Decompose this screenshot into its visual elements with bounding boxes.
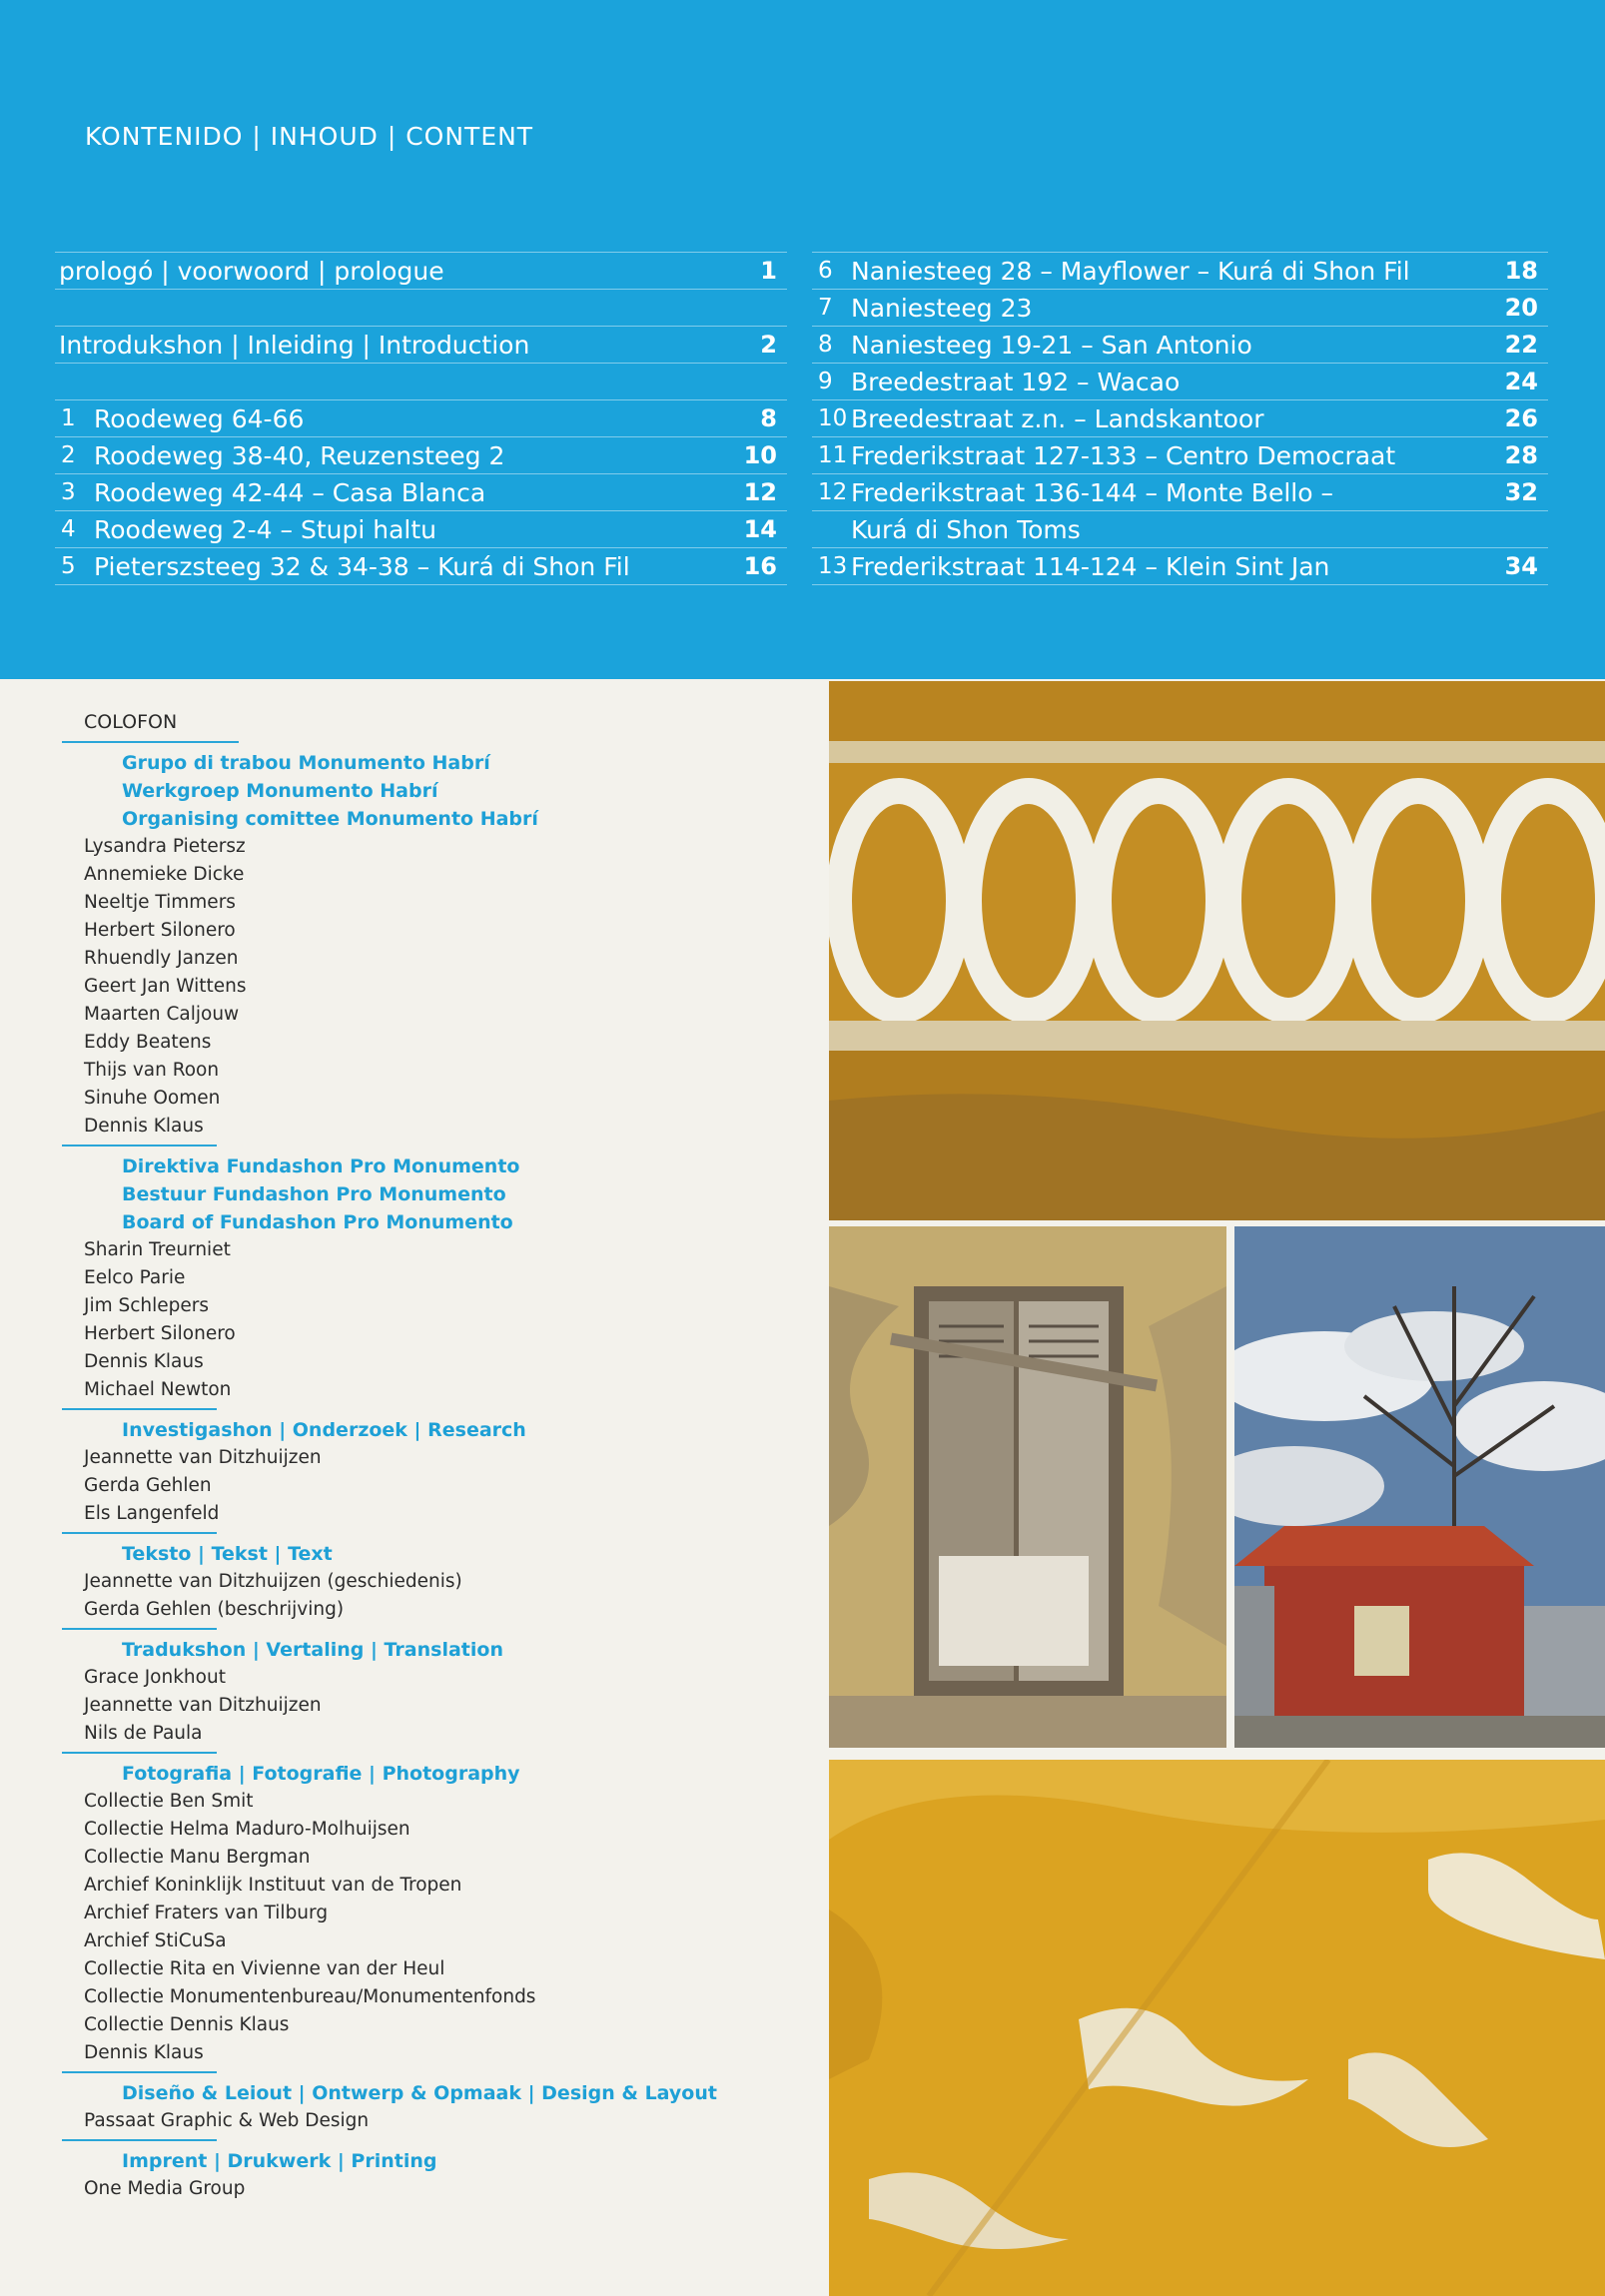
divider [62,1408,217,1410]
group-headings [62,2079,801,2107]
toc-page-number: 12 [743,478,777,506]
toc-row [55,252,787,289]
toc-page-number: 1 [760,257,777,285]
toc-title: Roodeweg 64-66 [94,403,305,433]
toc-number: 7 [818,295,833,321]
credit-name: Collectie Rita en Vivienne van der Heul [84,1958,445,1979]
credit-name: Archief Koninklijk Instituut van de Tropen [84,1875,462,1896]
toc-row [55,473,787,510]
credit-name: Rhuendly Janzen [84,948,239,969]
toc-number: 3 [61,479,76,505]
toc-number: 4 [61,516,76,542]
toc-row [812,399,1548,436]
credit-name: Gerda Gehlen (beschrijving) [84,1599,345,1620]
colofon-group [62,1416,801,1528]
toc-page-number: 16 [743,552,777,580]
group-heading: Fotografia | Fotografie | Photography [122,1763,520,1785]
group-names [62,1664,801,1748]
divider [62,2071,217,2073]
toc-page-number: 32 [1504,478,1538,506]
toc-row [812,326,1548,363]
divider [62,1532,217,1534]
colofon-group [62,1760,801,2067]
group-heading: Tradukshon | Vertaling | Translation [122,1639,503,1661]
group-names [62,1444,801,1528]
credit-name: Collectie Manu Bergman [84,1847,311,1868]
toc-title: Kurá di Shon Toms [851,514,1081,544]
credit-name: One Media Group [84,2178,246,2199]
credit-name: Jim Schlepers [84,1295,210,1316]
group-names [62,2107,801,2135]
toc-title: Naniesteeg 19-21 – San Antonio [851,330,1252,360]
toc-title: prologó | voorwoord | prologue [59,256,444,286]
toc-row [55,436,787,473]
photo-house-tree [1234,1226,1605,1748]
colofon-title: COLOFON [62,711,239,743]
toc-title: Roodeweg 42-44 – Casa Blanca [94,477,486,507]
credit-name: Jeannette van Ditzhuijzen (geschiedenis) [84,1571,462,1592]
toc-page-number: 20 [1504,294,1538,322]
toc-number: 6 [818,258,833,284]
toc-row [55,510,787,547]
colofon-group [62,2079,801,2135]
group-names [62,1788,801,2067]
credit-name: Lysandra Pietersz [84,836,246,857]
credit-name: Annemieke Dicke [84,864,245,885]
divider [62,1752,217,1754]
toc-title: Roodeweg 2-4 – Stupi haltu [94,514,436,544]
group-headings [62,1636,801,1664]
group-heading: Direktiva Fundashon Pro Monumento [122,1155,520,1177]
contents-title: KONTENIDO | INHOUD | CONTENT [85,122,534,151]
credit-name: Gerda Gehlen [84,1475,212,1496]
credit-name: Sinuhe Oomen [84,1088,221,1109]
toc-left-column [55,252,787,585]
toc-title: Breedestraat z.n. – Landskantoor [851,403,1264,433]
credit-name: Dennis Klaus [84,1116,204,1137]
toc-number: 11 [818,442,848,468]
toc-page-number: 14 [743,515,777,543]
toc-row [812,510,1548,547]
toc-number: 1 [61,405,76,431]
credit-name: Passaat Graphic & Web Design [84,2110,370,2131]
toc-number: 10 [818,405,848,431]
toc-number: 12 [818,479,848,505]
divider [62,1145,217,1147]
toc-page-number: 8 [760,404,777,432]
credit-name: Geert Jan Wittens [84,976,247,997]
colofon-group [62,1636,801,1748]
toc-page-number: 28 [1504,441,1538,469]
toc-title: Pieterszsteeg 32 & 34-38 – Kurá di Shon Fil [94,551,630,581]
group-heading: Organising comittee Monumento Habrí [122,808,538,830]
toc-title: Breedestraat 192 – Wacao [851,367,1181,396]
group-headings [62,1152,801,1236]
toc-row [812,289,1548,326]
group-names [62,1568,801,1624]
photo-balustrade [829,681,1605,1220]
group-heading: Bestuur Fundashon Pro Monumento [122,1183,506,1205]
toc-title: Frederikstraat 127-133 – Centro Democraat [851,440,1396,470]
toc-row [812,473,1548,510]
toc-title: Naniesteeg 23 [851,293,1033,323]
credit-name: Jeannette van Ditzhuijzen [84,1447,322,1468]
credit-name: Collectie Monumentenbureau/Monumentenfonds [84,1986,536,2007]
colofon-groups [62,749,801,2203]
credit-name: Sharin Treurniet [84,1239,231,1260]
credit-name: Grace Jonkhout [84,1667,226,1688]
group-names [62,2175,801,2203]
credit-name: Michael Newton [84,1379,232,1400]
group-heading: Investigashon | Onderzoek | Research [122,1419,526,1441]
group-heading: Imprent | Drukwerk | Printing [122,2150,437,2172]
toc-row [812,436,1548,473]
credit-name: Collectie Ben Smit [84,1791,254,1812]
toc-number: 9 [818,369,833,394]
toc-number: 8 [818,332,833,358]
credit-name: Dennis Klaus [84,1351,204,1372]
credit-name: Nils de Paula [84,1723,203,1744]
contents-band [0,0,1605,679]
toc-page-number: 26 [1504,404,1538,432]
credit-name: Herbert Silonero [84,1323,236,1344]
colofon-group [62,1540,801,1624]
group-heading: Board of Fundashon Pro Monumento [122,1211,513,1233]
toc-title: Frederikstraat 136-144 – Monte Bello – [851,477,1333,507]
group-heading: Teksto | Tekst | Text [122,1543,333,1565]
credit-name: Herbert Silonero [84,920,236,941]
toc-row [812,252,1548,289]
group-headings [62,749,801,833]
colofon-group [62,1152,801,1404]
colofon-group [62,749,801,1141]
toc-page-number: 34 [1504,552,1538,580]
toc-title: Roodeweg 38-40, Reuzensteeg 2 [94,440,505,470]
toc-page-number: 10 [743,441,777,469]
credit-name: Collectie Helma Maduro-Molhuijsen [84,1819,410,1840]
toc-page-number: 2 [760,331,777,359]
group-names [62,1236,801,1404]
credit-name: Els Langenfeld [84,1503,220,1524]
colofon-group [62,2147,801,2203]
photo-door [829,1226,1226,1748]
credit-name: Dennis Klaus [84,2042,204,2063]
group-headings [62,1416,801,1444]
group-heading: Grupo di trabou Monumento Habrí [122,752,490,774]
group-headings [62,2147,801,2175]
toc-number: 2 [61,442,76,468]
group-headings [62,1760,801,1788]
credit-name: Archief StiCuSa [84,1930,227,1951]
credit-name: Archief Fraters van Tilburg [84,1903,329,1923]
toc-number: 13 [818,553,848,579]
credit-name: Thijs van Roon [84,1060,220,1081]
credit-name: Eddy Beatens [84,1032,212,1053]
toc-number: 5 [61,553,76,579]
credit-name: Neeltje Timmers [84,892,236,913]
credit-name: Eelco Parie [84,1267,186,1288]
divider [62,2139,217,2141]
toc-title: Frederikstraat 114-124 – Klein Sint Jan [851,551,1330,581]
credit-name: Jeannette van Ditzhuijzen [84,1695,322,1716]
credit-name: Collectie Dennis Klaus [84,2014,290,2035]
group-names [62,833,801,1141]
photo-ochre-wall [829,1760,1605,2296]
group-headings [62,1540,801,1568]
toc-row [55,399,787,436]
group-heading: Diseño & Leiout | Ontwerp & Opmaak | Design & Layout [122,2082,717,2104]
toc-title: Naniesteeg 28 – Mayflower – Kurá di Shon Fil [851,256,1410,286]
toc-title: Introdukshon | Inleiding | Introduction [59,330,530,360]
colofon [62,711,801,2203]
toc-row [812,547,1548,585]
toc-row [55,547,787,585]
toc-row [55,289,787,326]
toc-page-number: 24 [1504,368,1538,395]
toc-row [812,363,1548,399]
toc-page-number: 18 [1504,257,1538,285]
toc-row [55,363,787,399]
group-heading: Werkgroep Monumento Habrí [122,780,438,802]
toc-right-column [812,252,1548,585]
toc-page-number: 22 [1504,331,1538,359]
divider [62,1628,217,1630]
credit-name: Maarten Caljouw [84,1004,240,1025]
toc-row [55,326,787,363]
